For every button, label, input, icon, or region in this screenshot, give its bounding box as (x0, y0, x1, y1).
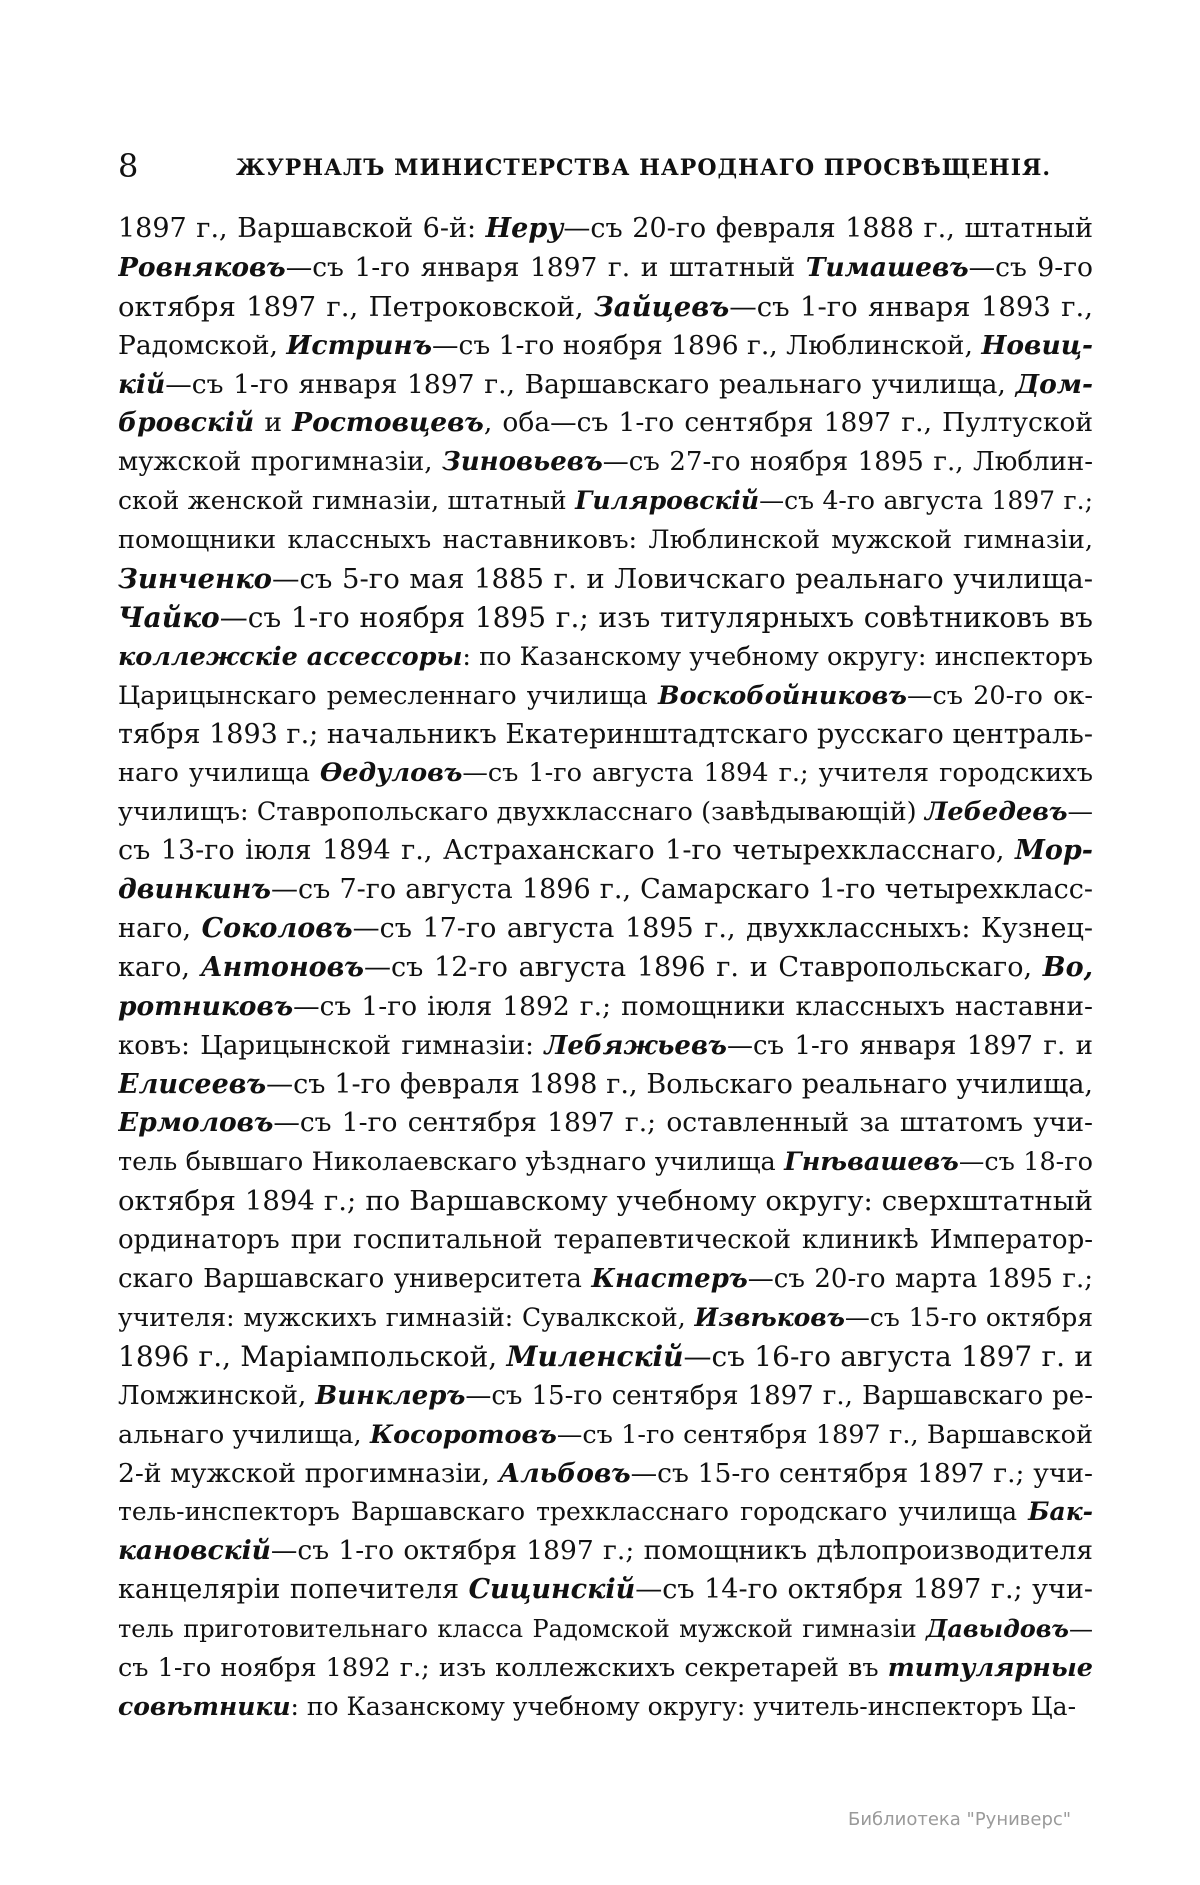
italic-name: Дом- (1015, 368, 1093, 400)
text-segment: тель бывшаго Николаевскаго уѣзднаго училища (118, 1147, 785, 1178)
text-segment: 1897 г., Варшавской 6-й: (118, 213, 486, 244)
text-segment: —съ 18-го (958, 1147, 1093, 1178)
text-segment: —съ 20-го февраля 1888 г., штатный (563, 213, 1093, 244)
italic-name: Зинченко (118, 563, 273, 596)
italic-name: бровскій (118, 407, 255, 439)
text-line (118, 1416, 1093, 1455)
text-segment: —съ 1-го сентября 1897 г., Варшавской (556, 1419, 1093, 1450)
italic-name: Миленскій (506, 1339, 684, 1373)
italic-name: Ѳедуловъ (319, 758, 463, 789)
text-segment: 1896 г., Маріампольской, (118, 1339, 507, 1373)
text-line (118, 1610, 1093, 1649)
text-segment: Царицынскаго ремесленнаго училища (118, 680, 658, 711)
body-text (118, 210, 1093, 1727)
text-line (118, 1182, 1093, 1221)
text-segment: альнаго училища, (118, 1419, 370, 1450)
text-line (118, 1571, 1093, 1610)
text-line (118, 1066, 1093, 1105)
text-segment: —съ 20-го ок- (906, 680, 1093, 711)
text-segment: училищъ: Ставропольскаго двухкласснаго (завѣдывающій) (118, 797, 925, 828)
text-segment: —съ 14-го октября 1897 г.; учи- (635, 1574, 1093, 1606)
text-line (118, 754, 1093, 793)
text-segment: помощники классныхъ наставниковъ: Люблинской мужской гимназіи, (118, 525, 1093, 556)
text-line (118, 366, 1093, 405)
text-line (118, 443, 1093, 482)
text-segment: —съ 7-го августа 1896 г., Самарскаго 1-го четырехкласс- (271, 874, 1093, 906)
text-line (118, 599, 1093, 638)
italic-name: Кнастеръ (591, 1264, 748, 1295)
text-line (118, 1338, 1093, 1377)
text-segment: канцеляріи попечителя (118, 1574, 469, 1606)
text-segment: скаго Варшавскаго университета (118, 1264, 592, 1295)
text-segment: —съ 1-го іюля 1892 г.; помощники классныхъ наставни- (293, 990, 1093, 1022)
text-line (118, 832, 1093, 871)
italic-name: Истринъ (286, 329, 432, 361)
text-line (118, 1377, 1093, 1416)
text-line (118, 1104, 1093, 1143)
italic-name: Тимашевъ (805, 251, 969, 283)
text-segment: ковъ: Царицынской гимназіи: (118, 1030, 545, 1061)
italic-name: Косоротовъ (369, 1419, 557, 1450)
italic-name: Гиляровскій (575, 486, 760, 516)
text-segment: учителя: мужскихъ гимназій: Сувалкской, (118, 1302, 695, 1332)
text-segment: —съ 17-го августа 1895 г., двухклассныхъ: Кузнец- (352, 913, 1093, 945)
italic-name: Зайцевъ (593, 290, 730, 323)
text-segment: —съ 1-го января 1897 г. и (726, 1030, 1093, 1061)
italic-name: Зиновьевъ (442, 447, 603, 478)
text-line (118, 288, 1093, 327)
text-segment: —съ 1-го января 1897 г., Варшавскаго реальнаго училища, (165, 368, 1016, 400)
text-segment: —съ 16-го августа 1897 г. и (683, 1339, 1093, 1373)
text-segment: октября 1897 г., Петроковской, (118, 290, 594, 323)
italic-name: ротниковъ (118, 990, 294, 1022)
text-line (118, 404, 1093, 443)
text-line (118, 249, 1093, 288)
text-segment: наго, (118, 913, 202, 945)
text-segment: тель-инспекторъ Варшавскаго трехкласснаго городскаго училища (118, 1497, 1029, 1527)
italic-name: Новиц- (981, 329, 1093, 361)
text-segment: —съ 15-го сентября 1897 г., Варшавскаго ре- (465, 1380, 1093, 1411)
text-segment: наго училища (118, 758, 320, 789)
text-line (118, 560, 1093, 599)
text-segment: —съ 1-го сентября 1897 г.; оставленный за штатомъ учи- (273, 1107, 1093, 1139)
text-segment: —съ 27-го ноября 1895 г., Люблин- (602, 447, 1093, 478)
text-segment: ской женской гимназіи, штатный (118, 486, 576, 516)
text-segment: —съ 1-го января 1893 г., (729, 290, 1093, 323)
text-line (118, 210, 1093, 249)
text-segment: съ 13-го іюля 1894 г., Астраханскаго 1-го четырехкласснаго, (118, 835, 1016, 867)
text-segment: тября 1893 г.; начальникъ Екатеринштадтскаго русскаго централь- (118, 718, 1093, 750)
text-segment: : по Казанскому учебному округу: учитель-инспекторъ Ца- (290, 1691, 1077, 1721)
italic-name: Давыдовъ (926, 1614, 1069, 1644)
text-segment: —съ 15-го сентября 1897 г.; учи- (630, 1457, 1093, 1489)
text-line (118, 1299, 1093, 1338)
italic-name: Бак- (1028, 1497, 1093, 1527)
running-head: ЖУРНАЛЪ МИНИСТЕРСТВА НАРОДНАГО ПРОСВѢЩЕНІЯ. (236, 155, 1052, 181)
italic-name: совѣтники (118, 1691, 291, 1721)
text-segment: тель приготовительнаго класса Радомской мужской гимназіи (118, 1615, 927, 1644)
italic-name: Антоновъ (200, 951, 364, 983)
italic-name: Винклеръ (315, 1380, 466, 1411)
library-watermark: Библиотека "Руниверс" (848, 1809, 1072, 1830)
text-line (118, 1688, 1093, 1727)
text-line (118, 716, 1093, 755)
text-segment: октября 1894 г.; по Варшавскому учебному округу: сверхштатный (118, 1185, 1093, 1218)
text-line (118, 949, 1093, 988)
italic-name: Мор- (1015, 835, 1093, 867)
italic-name: Извѣковъ (694, 1302, 845, 1332)
italic-name: Чайко (118, 600, 220, 634)
text-line (118, 1455, 1093, 1494)
text-segment: — (1069, 1615, 1093, 1644)
text-line (118, 988, 1093, 1027)
text-segment: ординаторъ при госпитальной терапевтической клиникѣ Император- (118, 1225, 1093, 1256)
text-line (118, 1027, 1093, 1066)
text-segment: 2-й мужской прогимназіи, (118, 1457, 499, 1489)
italic-name: Ермоловъ (118, 1107, 274, 1139)
text-segment: , оба—съ 1-го сентября 1897 г., Пултуской (483, 407, 1093, 439)
text-segment: —съ 1-го августа 1894 г.; учителя городскихъ (462, 758, 1093, 789)
text-segment: — (1067, 797, 1093, 828)
text-segment: —съ 1-го ноября 1895 г.; изъ титулярныхъ совѣтниковъ въ (219, 600, 1093, 634)
italic-name: Альбовъ (498, 1457, 631, 1489)
italic-name: коллежскіе ассессоры (118, 641, 463, 672)
text-segment: —съ 20-го марта 1895 г.; (747, 1264, 1093, 1295)
text-segment: —съ 1-го октября 1897 г.; помощникъ дѣлопроизводителя (270, 1535, 1093, 1567)
text-line (118, 1493, 1093, 1532)
italic-name: двинкинъ (118, 874, 272, 906)
text-line (118, 1649, 1093, 1688)
italic-name: кій (118, 368, 166, 400)
text-line (118, 638, 1093, 677)
italic-name: кановскій (118, 1535, 271, 1567)
text-segment: каго, (118, 951, 201, 983)
text-segment: мужской прогимназіи, (118, 447, 443, 478)
text-line (118, 521, 1093, 560)
text-line (118, 1143, 1093, 1182)
text-line (118, 1260, 1093, 1299)
italic-name: Елисеевъ (118, 1068, 267, 1100)
text-line (118, 327, 1093, 366)
italic-name: Воскобойниковъ (657, 680, 907, 711)
page-header (118, 146, 1093, 186)
text-segment: —съ 9-го (968, 251, 1093, 283)
text-segment: и (254, 407, 293, 439)
text-segment: съ 1-го ноября 1892 г.; изъ коллежскихъ секретарей въ (118, 1652, 888, 1683)
italic-name: Во, (1042, 951, 1093, 983)
text-segment: —съ 12-го августа 1896 г. и Ставропольскаго, (364, 951, 1043, 983)
text-segment: Радомской, (118, 329, 287, 361)
text-line (118, 1221, 1093, 1260)
italic-name: титулярные (887, 1652, 1093, 1683)
italic-name: Лебяжьевъ (544, 1030, 727, 1061)
italic-name: Лебедевъ (924, 797, 1068, 828)
italic-name: Гнѣвашевъ (784, 1147, 959, 1178)
text-line (118, 910, 1093, 949)
text-line (118, 482, 1093, 521)
text-segment: —съ 4-го августа 1897 г.; (759, 486, 1093, 516)
italic-name: Ровняковъ (118, 251, 286, 283)
text-segment: —съ 1-го января 1897 г. и штатный (285, 251, 806, 283)
text-segment: Ломжинской, (118, 1380, 316, 1411)
text-segment: —съ 1-го ноября 1896 г., Люблинской, (432, 329, 982, 361)
text-segment: —съ 5-го мая 1885 г. и Ловичскаго реальнаго училища- (272, 563, 1093, 596)
text-segment: —съ 15-го октября (844, 1302, 1093, 1332)
italic-name: Неру (485, 213, 564, 244)
italic-name: Соколовъ (201, 913, 353, 945)
text-line (118, 1532, 1093, 1571)
italic-name: Сицинскій (468, 1574, 636, 1606)
text-line (118, 793, 1093, 832)
text-segment: : по Казанскому учебному округу: инспекторъ (462, 641, 1093, 672)
page-number: 8 (118, 147, 139, 185)
italic-name: Ростовцевъ (292, 407, 484, 439)
text-line (118, 871, 1093, 910)
text-line (118, 677, 1093, 716)
text-segment: —съ 1-го февраля 1898 г., Вольскаго реальнаго училища, (266, 1068, 1093, 1100)
